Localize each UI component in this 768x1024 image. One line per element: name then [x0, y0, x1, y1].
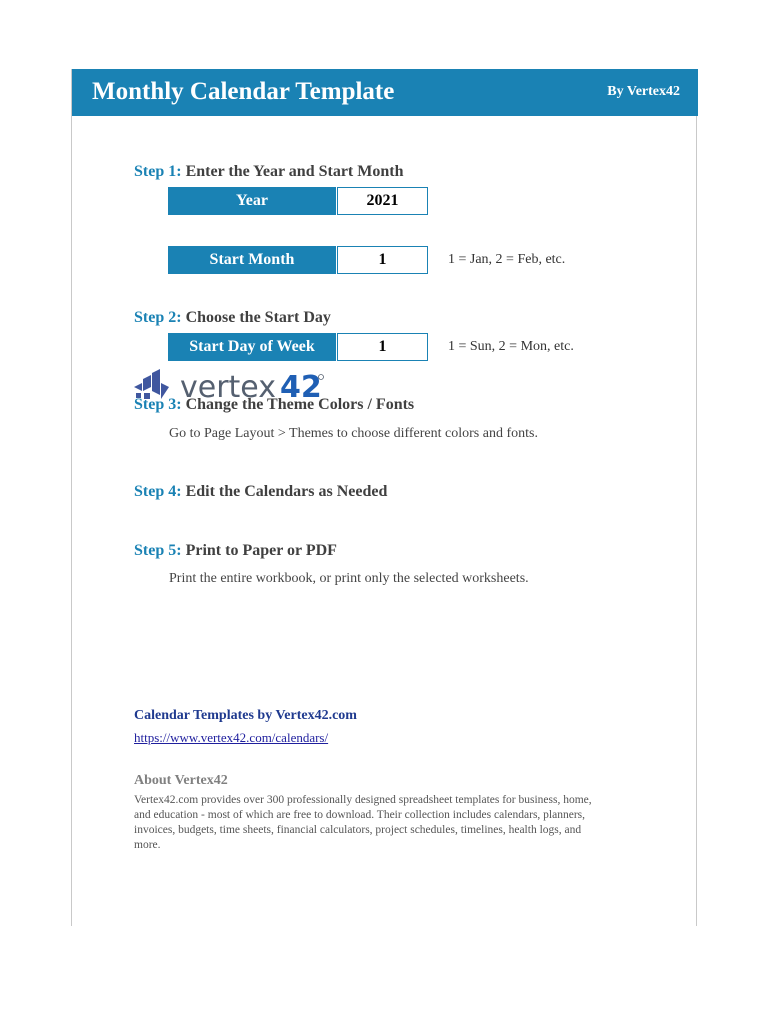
year-input[interactable]: 2021: [337, 187, 428, 215]
worksheet: [71, 69, 697, 926]
start-day-label: Start Day of Week: [168, 333, 336, 361]
start-month-label: Start Month: [168, 246, 336, 274]
start-day-hint: 1 = Sun, 2 = Mon, etc.: [448, 339, 574, 354]
step4-title: Edit the Calendars as Needed: [185, 483, 388, 500]
step1-title: Enter the Year and Start Month: [185, 163, 404, 180]
start-day-input[interactable]: 1: [337, 333, 428, 361]
step3-number: Step 3:: [134, 396, 182, 413]
svg-text:vertex: vertex: [180, 370, 276, 405]
step3-title: Change the Theme Colors / Fonts: [185, 396, 415, 413]
step5-description: Print the entire workbook, or print only the selected worksheets.: [169, 571, 529, 586]
step2-number: Step 2:: [134, 309, 182, 326]
start-month-input[interactable]: 1: [337, 246, 428, 274]
svg-text:42: 42: [280, 370, 322, 405]
step5-title: Print to Paper or PDF: [185, 542, 337, 559]
step3-heading: [134, 396, 414, 414]
step1-number: Step 1:: [134, 163, 182, 180]
header-banner: [72, 69, 698, 116]
step5-heading: [134, 542, 337, 560]
step2-heading: [134, 309, 331, 327]
step5-number: Step 5:: [134, 542, 182, 559]
step4-heading: [134, 483, 387, 501]
about-heading: About Vertex42: [134, 773, 228, 788]
start-month-hint: 1 = Jan, 2 = Feb, etc.: [448, 252, 566, 267]
step2-title: Choose the Start Day: [185, 309, 331, 326]
step3-description: Go to Page Layout > Themes to choose different colors and fonts.: [169, 426, 538, 441]
templates-heading: Calendar Templates by Vertex42.com: [134, 708, 357, 723]
year-label: Year: [168, 187, 336, 215]
page-title: Monthly Calendar Template: [92, 78, 395, 105]
author-label: By Vertex42: [607, 84, 680, 99]
step4-number: Step 4:: [134, 483, 182, 500]
about-text: Vertex42.com provides over 300 professionally designed spreadsheet templates for business, home, and education - most of which are free to download. Their collection includes calendars, planners, invoices, budgets, time sheets, financial calculators, project schedules, timelines, health logs, and more.: [134, 794, 592, 851]
step1-heading: [134, 163, 403, 181]
calendars-link[interactable]: https://www.vertex42.com/calendars/: [134, 730, 329, 745]
